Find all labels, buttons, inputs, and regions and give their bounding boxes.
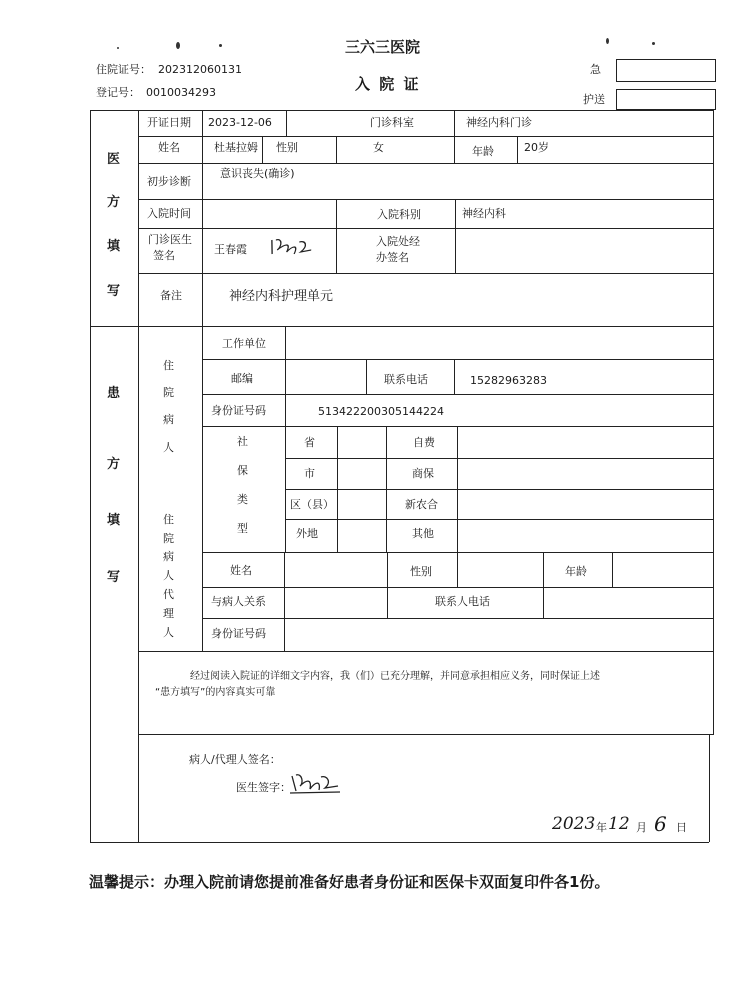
proxy-gender-label: 性别 bbox=[410, 565, 432, 578]
postcode-label: 邮编 bbox=[231, 372, 253, 385]
admit-dept-value[interactable]: 神经内科 bbox=[462, 207, 506, 220]
label-char: 人 bbox=[163, 626, 174, 639]
register-no: 0010034293 bbox=[146, 86, 216, 99]
admission-no: 202312060131 bbox=[158, 63, 242, 76]
side-char: 写 bbox=[107, 284, 121, 299]
relation-label: 与病人关系 bbox=[211, 595, 266, 608]
clinic-doctor-label: 签名 bbox=[153, 249, 175, 262]
label-char: 住 bbox=[163, 359, 174, 372]
nonlocal-label: 外地 bbox=[296, 527, 318, 540]
side-char: 医 bbox=[107, 152, 121, 167]
admit-handler-label: 入院处经 bbox=[376, 235, 420, 248]
phone-value[interactable]: 15282963283 bbox=[470, 374, 547, 387]
district-label: 区（县） bbox=[290, 498, 334, 511]
name-value[interactable]: 杜基拉姆 bbox=[214, 141, 258, 154]
gender-label: 性别 bbox=[276, 141, 298, 154]
label-char: 院 bbox=[163, 386, 174, 399]
urgent-box[interactable] bbox=[616, 59, 716, 82]
proxy-name-label: 姓名 bbox=[230, 564, 252, 577]
gender-value[interactable]: 女 bbox=[373, 141, 384, 154]
label-char: 人 bbox=[163, 569, 174, 582]
hospital-name: 三六三医院 bbox=[345, 38, 421, 56]
age-value[interactable]: 20岁 bbox=[524, 141, 549, 154]
side-char: 写 bbox=[107, 570, 121, 585]
date-year-value: 2023 bbox=[552, 814, 596, 834]
footer-tip: 温馨提示：办理入院前请您提前准备好患者身份证和医保卡双面复印件各1份。 bbox=[89, 873, 610, 891]
side-char: 填 bbox=[107, 239, 121, 254]
scan-speck bbox=[606, 38, 609, 44]
side-char: 方 bbox=[107, 195, 121, 210]
declaration-line2: “患方填写”的内容真实可靠 bbox=[155, 687, 276, 698]
label-char: 住 bbox=[163, 513, 174, 526]
date-month-label: 月 bbox=[636, 821, 647, 834]
name-label: 姓名 bbox=[158, 141, 180, 154]
date-year-label: 年 bbox=[596, 821, 607, 834]
contact-phone-label: 联系人电话 bbox=[435, 595, 490, 608]
scan-speck bbox=[117, 47, 119, 49]
scan-speck bbox=[219, 44, 222, 47]
city-label: 市 bbox=[304, 467, 315, 480]
patient-sign-label: 病人/代理人签名： bbox=[189, 753, 281, 766]
label-char: 代 bbox=[163, 588, 174, 601]
age-label: 年龄 bbox=[472, 145, 494, 158]
label-char: 病 bbox=[163, 550, 174, 563]
province-label: 省 bbox=[304, 436, 315, 449]
clinic-doctor-value[interactable]: 王春霞 bbox=[214, 243, 247, 256]
clinic-dept-value[interactable]: 神经内科门诊 bbox=[466, 116, 532, 129]
label-char: 型 bbox=[237, 522, 248, 535]
diagnosis-label: 初步诊断 bbox=[147, 175, 191, 188]
id-value[interactable]: 513422200305144224 bbox=[318, 405, 444, 418]
label-char: 保 bbox=[237, 464, 248, 477]
label-char: 社 bbox=[237, 435, 248, 448]
diagnosis-value[interactable]: 意识丧失(确诊) bbox=[220, 167, 295, 180]
doctor-sign-label: 医生签字： bbox=[236, 781, 291, 794]
date-day-label: 日 bbox=[676, 821, 687, 834]
side-char: 方 bbox=[107, 457, 121, 472]
label-char: 人 bbox=[163, 441, 174, 454]
form-title: 入 院 证 bbox=[355, 75, 421, 93]
clinic-doctor-label: 门诊医生 bbox=[148, 233, 192, 246]
other-label: 其他 bbox=[412, 527, 434, 540]
side-char: 患 bbox=[107, 386, 121, 401]
work-unit-field[interactable] bbox=[290, 330, 710, 356]
label-char: 理 bbox=[163, 607, 174, 620]
postcode-field[interactable] bbox=[290, 363, 362, 391]
scan-speck bbox=[652, 42, 655, 45]
id-label: 身份证号码 bbox=[211, 404, 266, 417]
date-month-value: 12 bbox=[608, 814, 630, 834]
proxy-age-label: 年龄 bbox=[565, 565, 587, 578]
scan-speck bbox=[176, 42, 180, 49]
declaration-line1: 经过阅读入院证的详细文字内容，我（们）已充分理解，并同意承担相应义务，同时保证上述 bbox=[190, 671, 600, 682]
date-day-value: 6 bbox=[654, 812, 667, 836]
issue-date-value[interactable]: 2023-12-06 bbox=[208, 116, 272, 129]
urgent-label: 急 bbox=[590, 63, 601, 76]
label-char: 院 bbox=[163, 532, 174, 545]
remarks-label: 备注 bbox=[160, 289, 182, 302]
doctor-signature bbox=[288, 771, 342, 797]
side-char: 填 bbox=[107, 513, 121, 528]
remarks-value[interactable]: 神经内科护理单元 bbox=[229, 289, 334, 304]
register-no-label: 登记号： bbox=[96, 86, 140, 99]
clinic-dept-label: 门诊科室 bbox=[370, 116, 414, 129]
label-char: 病 bbox=[163, 413, 174, 426]
work-unit-label: 工作单位 bbox=[222, 337, 266, 350]
issue-date-label: 开证日期 bbox=[147, 116, 191, 129]
admit-dept-label: 入院科别 bbox=[377, 208, 421, 221]
admit-time-label: 入院时间 bbox=[147, 207, 191, 220]
escort-label: 护送 bbox=[583, 93, 605, 106]
admit-handler-label: 办签名 bbox=[376, 251, 409, 264]
clinic-doctor-signature bbox=[265, 236, 319, 258]
commercial-label: 商保 bbox=[412, 467, 434, 480]
label-char: 类 bbox=[237, 493, 248, 506]
admission-no-label: 住院证号： bbox=[96, 63, 151, 76]
phone-label: 联系电话 bbox=[384, 373, 428, 386]
proxy-id-label: 身份证号码 bbox=[211, 627, 266, 640]
rural-coop-label: 新农合 bbox=[405, 498, 438, 511]
escort-box[interactable] bbox=[616, 89, 716, 110]
self-pay-label: 自费 bbox=[413, 436, 435, 449]
